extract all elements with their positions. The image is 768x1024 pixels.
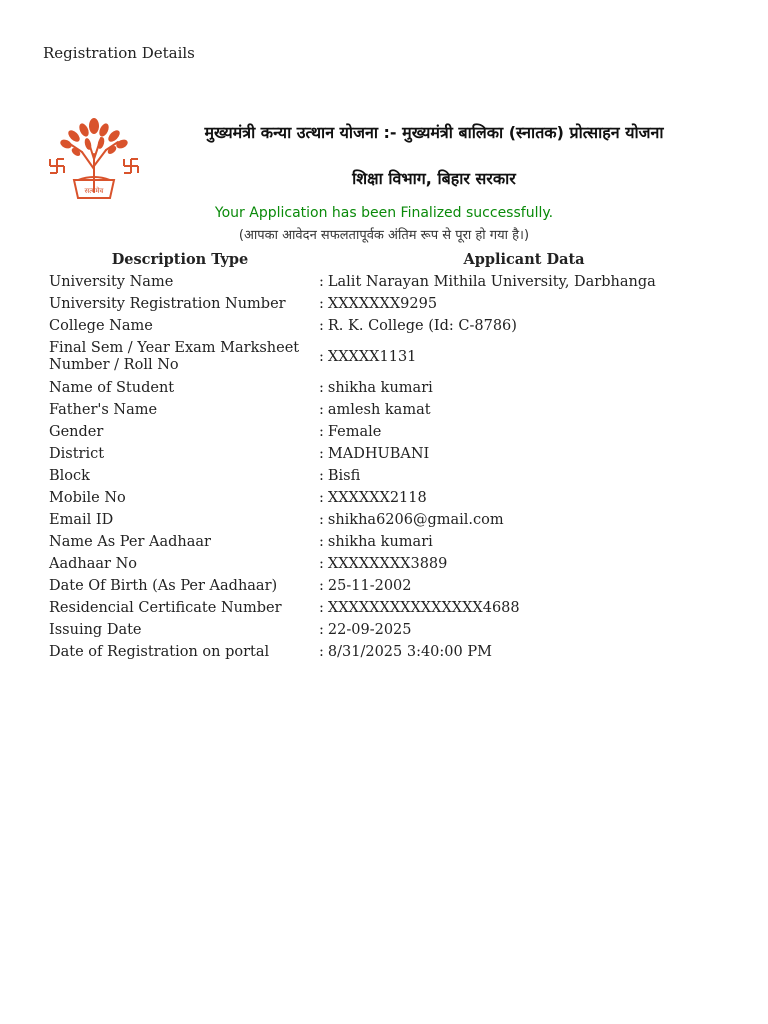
table-header-row — [45, 248, 733, 271]
table-row — [45, 443, 733, 465]
separator: : — [319, 348, 324, 365]
row-label: Name of Student — [49, 379, 175, 396]
row-label: Final Sem / Year Exam Marksheet Number / Roll No — [49, 340, 300, 373]
row-value-cell — [315, 641, 733, 663]
row-value-cell — [315, 315, 733, 337]
row-value: 25-11-2002 — [327, 577, 412, 594]
row-value: MADHUBANI — [327, 445, 430, 462]
registration-details-table — [45, 248, 733, 663]
department-title: शिक्षा विभाग, बिहार सरकार — [352, 169, 516, 188]
row-value: 8/31/2025 3:40:00 PM — [327, 643, 492, 660]
table-row — [45, 641, 733, 663]
column-header-applicant-data: Applicant Data — [463, 251, 585, 268]
table-row — [45, 509, 733, 531]
row-value-cell — [315, 421, 733, 443]
row-value-cell — [315, 271, 733, 293]
row-value-cell — [315, 531, 733, 553]
separator: : — [319, 423, 324, 440]
table-row — [45, 315, 733, 337]
separator: : — [319, 295, 324, 312]
row-value-cell — [315, 553, 733, 575]
row-value-cell — [315, 509, 733, 531]
row-label: College Name — [49, 317, 153, 334]
separator: : — [319, 489, 324, 506]
table-row — [45, 619, 733, 641]
separator: : — [319, 467, 324, 484]
table-row — [45, 399, 733, 421]
row-value-cell — [315, 465, 733, 487]
row-label: Aadhaar No — [49, 555, 137, 572]
bihar-govt-emblem-icon — [44, 114, 144, 202]
row-value: shikha6206@gmail.com — [327, 511, 504, 528]
row-label: Email ID — [49, 511, 114, 528]
row-value: XXXXX1131 — [327, 348, 417, 365]
table-row — [45, 293, 733, 315]
separator: : — [319, 273, 324, 290]
row-value: Bisfi — [327, 467, 361, 484]
row-label: University Registration Number — [49, 295, 286, 312]
row-label: Date Of Birth (As Per Aadhaar) — [49, 577, 278, 594]
row-value: Female — [327, 423, 382, 440]
row-value: XXXXXX2118 — [327, 489, 427, 506]
separator: : — [319, 511, 324, 528]
row-label: Issuing Date — [49, 621, 142, 638]
separator: : — [319, 599, 324, 616]
scheme-title: मुख्यमंत्री कन्या उत्थान योजना :- मुख्यमंत्री बालिका (स्नातक) प्रोत्साहन योजना — [204, 123, 664, 142]
row-label: Date of Registration on portal — [49, 643, 270, 660]
success-message: Your Application has been Finalized successfully. — [214, 205, 554, 221]
row-value: Lalit Narayan Mithila University, Darbhanga — [327, 273, 656, 290]
separator: : — [319, 445, 324, 462]
table-row — [45, 553, 733, 575]
row-value: amlesh kamat — [327, 401, 431, 418]
row-label: Block — [49, 467, 90, 484]
table-row — [45, 271, 733, 293]
table-row — [45, 575, 733, 597]
row-value-cell — [315, 377, 733, 399]
table-row — [45, 465, 733, 487]
separator: : — [319, 621, 324, 638]
table-row — [45, 531, 733, 553]
row-label: Gender — [49, 423, 104, 440]
row-value-cell — [315, 575, 733, 597]
row-value-cell — [315, 487, 733, 509]
separator: : — [319, 379, 324, 396]
row-value: R. K. College (Id: C-8786) — [327, 317, 517, 334]
row-label: Father's Name — [49, 401, 158, 418]
row-value: 22-09-2025 — [327, 621, 412, 638]
emblem-text: सत्यमेव — [84, 187, 104, 195]
separator: : — [319, 401, 324, 418]
row-value: XXXXXXXXXXXXXXX4688 — [327, 599, 520, 616]
separator: : — [319, 643, 324, 660]
row-value-cell — [315, 399, 733, 421]
success-message-hindi: (आपका आवेदन सफलतापूर्वक अंतिम रूप से पूरा हो गया है।) — [238, 228, 530, 243]
row-value-cell — [315, 337, 733, 377]
table-row — [45, 597, 733, 619]
row-label: Name As Per Aadhaar — [49, 533, 211, 550]
table-row — [45, 487, 733, 509]
table-row — [45, 421, 733, 443]
separator: : — [319, 533, 324, 550]
row-value: XXXXXXX9295 — [327, 295, 438, 312]
separator: : — [319, 577, 324, 594]
row-label: Residencial Certificate Number — [49, 599, 282, 616]
table-row — [45, 337, 733, 377]
row-value-cell — [315, 443, 733, 465]
row-label: District — [49, 445, 105, 462]
row-label: University Name — [49, 273, 174, 290]
row-value-cell — [315, 619, 733, 641]
column-header-description: Description Type — [111, 251, 249, 268]
row-value: XXXXXXXX3889 — [327, 555, 448, 572]
row-value: shikha kumari — [327, 533, 433, 550]
table-row — [45, 377, 733, 399]
row-label: Mobile No — [49, 489, 126, 506]
row-value-cell — [315, 293, 733, 315]
page-heading: Registration Details — [43, 44, 195, 62]
row-value: shikha kumari — [327, 379, 433, 396]
separator: : — [319, 317, 324, 334]
row-value-cell — [315, 597, 733, 619]
separator: : — [319, 555, 324, 572]
